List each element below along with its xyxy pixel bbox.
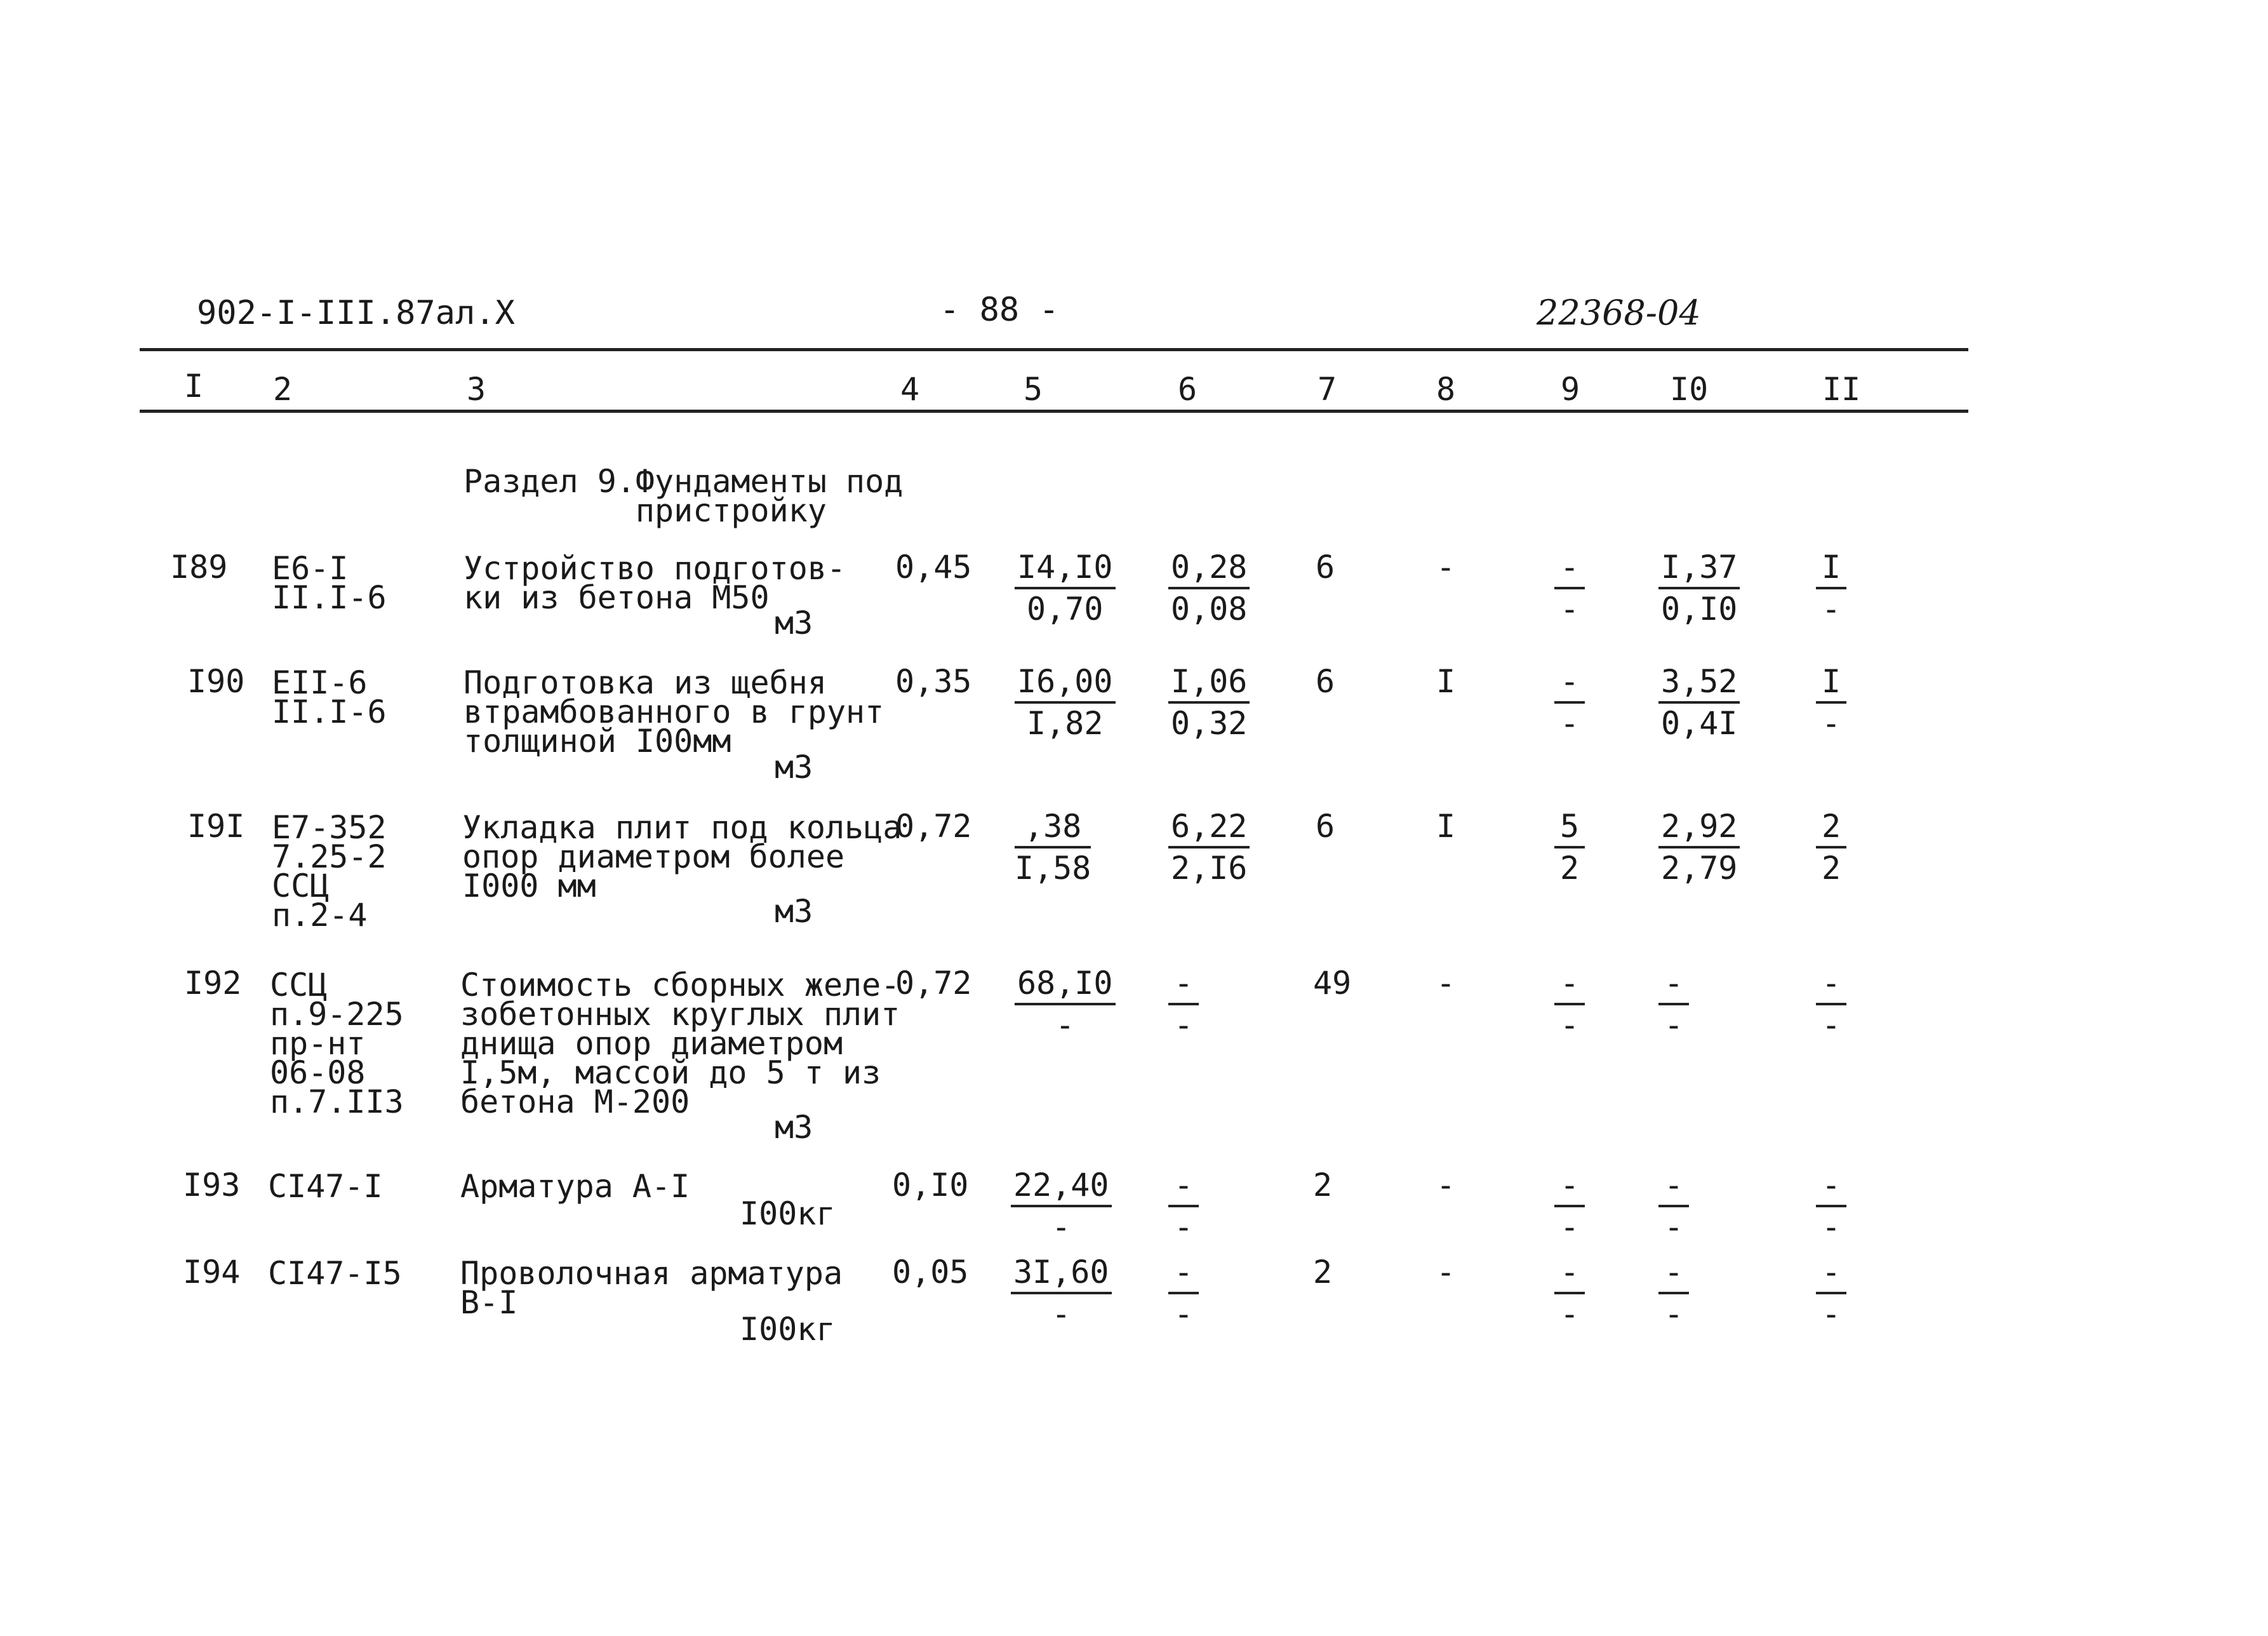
unit: I00кг [740, 1311, 836, 1348]
col7-value: 6 [1316, 663, 1335, 700]
col10-value: $\frac{3,52}{0,4I}$ [1658, 666, 1740, 739]
col11-value: - - [1816, 1169, 1846, 1243]
row-number: I94 [183, 1254, 241, 1291]
norm-code: Е6-I II.I-6 [272, 550, 387, 616]
row-number: I9I [187, 808, 245, 845]
col5-value: $\frac{I4,I0}{0,70}$ [1015, 551, 1116, 625]
col-header-7: 7 [1317, 371, 1337, 408]
col5-value: 68,I0 - [1015, 967, 1116, 1041]
col-header-9: 9 [1561, 371, 1580, 408]
quantity: 0,35 [895, 663, 972, 700]
norm-code: Е7-352 7.25-2 ССЦ п.2-4 [272, 809, 387, 934]
col8-value: I [1436, 663, 1456, 700]
col-header-3: 3 [467, 371, 486, 408]
section-title: Раздел 9.Фундаменты под пристройку [464, 463, 904, 529]
work-description: Арматура А-I [460, 1168, 690, 1205]
col5-value: 3I,60 - [1011, 1256, 1112, 1330]
col6-value: $\frac{6,22}{2,I6}$ [1168, 810, 1250, 884]
norm-code: ЕII-6 II.I-6 [272, 664, 387, 730]
col7-value: 2 [1313, 1167, 1333, 1204]
col7-value: 6 [1316, 808, 1335, 845]
archive-number: 22368-04 [1537, 293, 1701, 333]
col8-value: I [1436, 808, 1456, 845]
quantity: 0,I0 [892, 1167, 969, 1204]
quantity: 0,45 [895, 549, 972, 586]
col8-value: - [1436, 1254, 1456, 1291]
col10-value: - - [1658, 967, 1689, 1041]
col10-value: $\frac{2,92}{2,79}$ [1658, 810, 1740, 884]
unit: I00кг [740, 1195, 836, 1232]
col10-value: - - [1658, 1256, 1689, 1330]
col11-value: I - [1816, 666, 1846, 739]
col9-value: $\frac{5}{2}$ [1554, 810, 1585, 884]
work-description: Укладка плит под кольца опор диаметром более I000 мм [462, 809, 902, 904]
col9-value: - - [1554, 666, 1585, 739]
col8-value: - [1436, 965, 1456, 1002]
header-rule [140, 410, 1968, 413]
page-number: - 88 - [940, 291, 1059, 329]
col9-value: - - [1554, 1256, 1585, 1330]
col7-value: 2 [1313, 1254, 1333, 1291]
document-code: 902-I-III.87ал.X [197, 294, 515, 332]
row-number: I90 [187, 663, 245, 700]
col-header-5: 5 [1024, 371, 1043, 408]
col6-value: - - [1168, 1169, 1199, 1243]
col-header-11: II [1822, 371, 1861, 408]
col-header-8: 8 [1436, 371, 1456, 408]
quantity: 0,72 [895, 965, 972, 1002]
norm-code: СI47-I5 [268, 1255, 402, 1292]
col7-value: 6 [1316, 549, 1335, 586]
work-description: Подготовка из щебня втрамбованного в грунт толщиной I00мм [464, 664, 884, 760]
col6-value: $\frac{0,28}{0,08}$ [1168, 551, 1250, 625]
col5-value: $\frac{I6,00}{I,82}$ [1015, 666, 1116, 739]
row-number: I89 [170, 549, 228, 586]
col-header-4: 4 [900, 371, 920, 408]
top-rule [140, 348, 1968, 351]
col11-value: - - [1816, 1256, 1846, 1330]
col-header-2: 2 [273, 371, 293, 408]
col11-value: - - [1816, 967, 1846, 1041]
col6-value: - - [1168, 967, 1199, 1041]
col6-value: - - [1168, 1256, 1199, 1330]
unit: м3 [775, 605, 813, 641]
col9-value: - - [1554, 1169, 1585, 1243]
norm-code: ССЦ п.9-225 пр-нт 06-08 п.7.II3 [270, 967, 404, 1120]
unit: м3 [775, 1109, 813, 1146]
col8-value: - [1436, 1167, 1456, 1204]
unit: м3 [775, 893, 813, 930]
row-number: I92 [184, 965, 242, 1002]
norm-code: СI47-I [268, 1168, 383, 1205]
col-header-10: I0 [1670, 371, 1709, 408]
col-header-6: 6 [1178, 371, 1197, 408]
unit: м3 [775, 749, 813, 786]
work-description: Устройство подготов- ки из бетона М50 [464, 550, 846, 616]
col9-value: - - [1554, 967, 1585, 1041]
col6-value: $\frac{I,06}{0,32}$ [1168, 666, 1250, 739]
work-description: Стоимость сборных желе- зобетонных круглых плит днища опор диаметром I,5м, массой до 5 т из бетона М-200 [460, 967, 900, 1120]
col10-value: $\frac{I,37}{0,I0}$ [1658, 551, 1740, 625]
row-number: I93 [183, 1167, 241, 1204]
quantity: 0,72 [895, 808, 972, 845]
col5-value: $\frac{,38}{I,58}$ [1015, 808, 1091, 887]
col8-value: - [1436, 549, 1456, 586]
col9-value: - - [1554, 551, 1585, 625]
work-description: Проволочная арматура В-I [460, 1255, 843, 1321]
col5-value: 22,40 - [1011, 1169, 1112, 1243]
col7-value: 49 [1313, 965, 1352, 1002]
col-header-1: I [184, 368, 204, 405]
col10-value: - - [1658, 1169, 1689, 1243]
quantity: 0,05 [892, 1254, 969, 1291]
col11-value: I - [1816, 551, 1846, 625]
col11-value: $\frac{2}{2}$ [1816, 810, 1846, 884]
